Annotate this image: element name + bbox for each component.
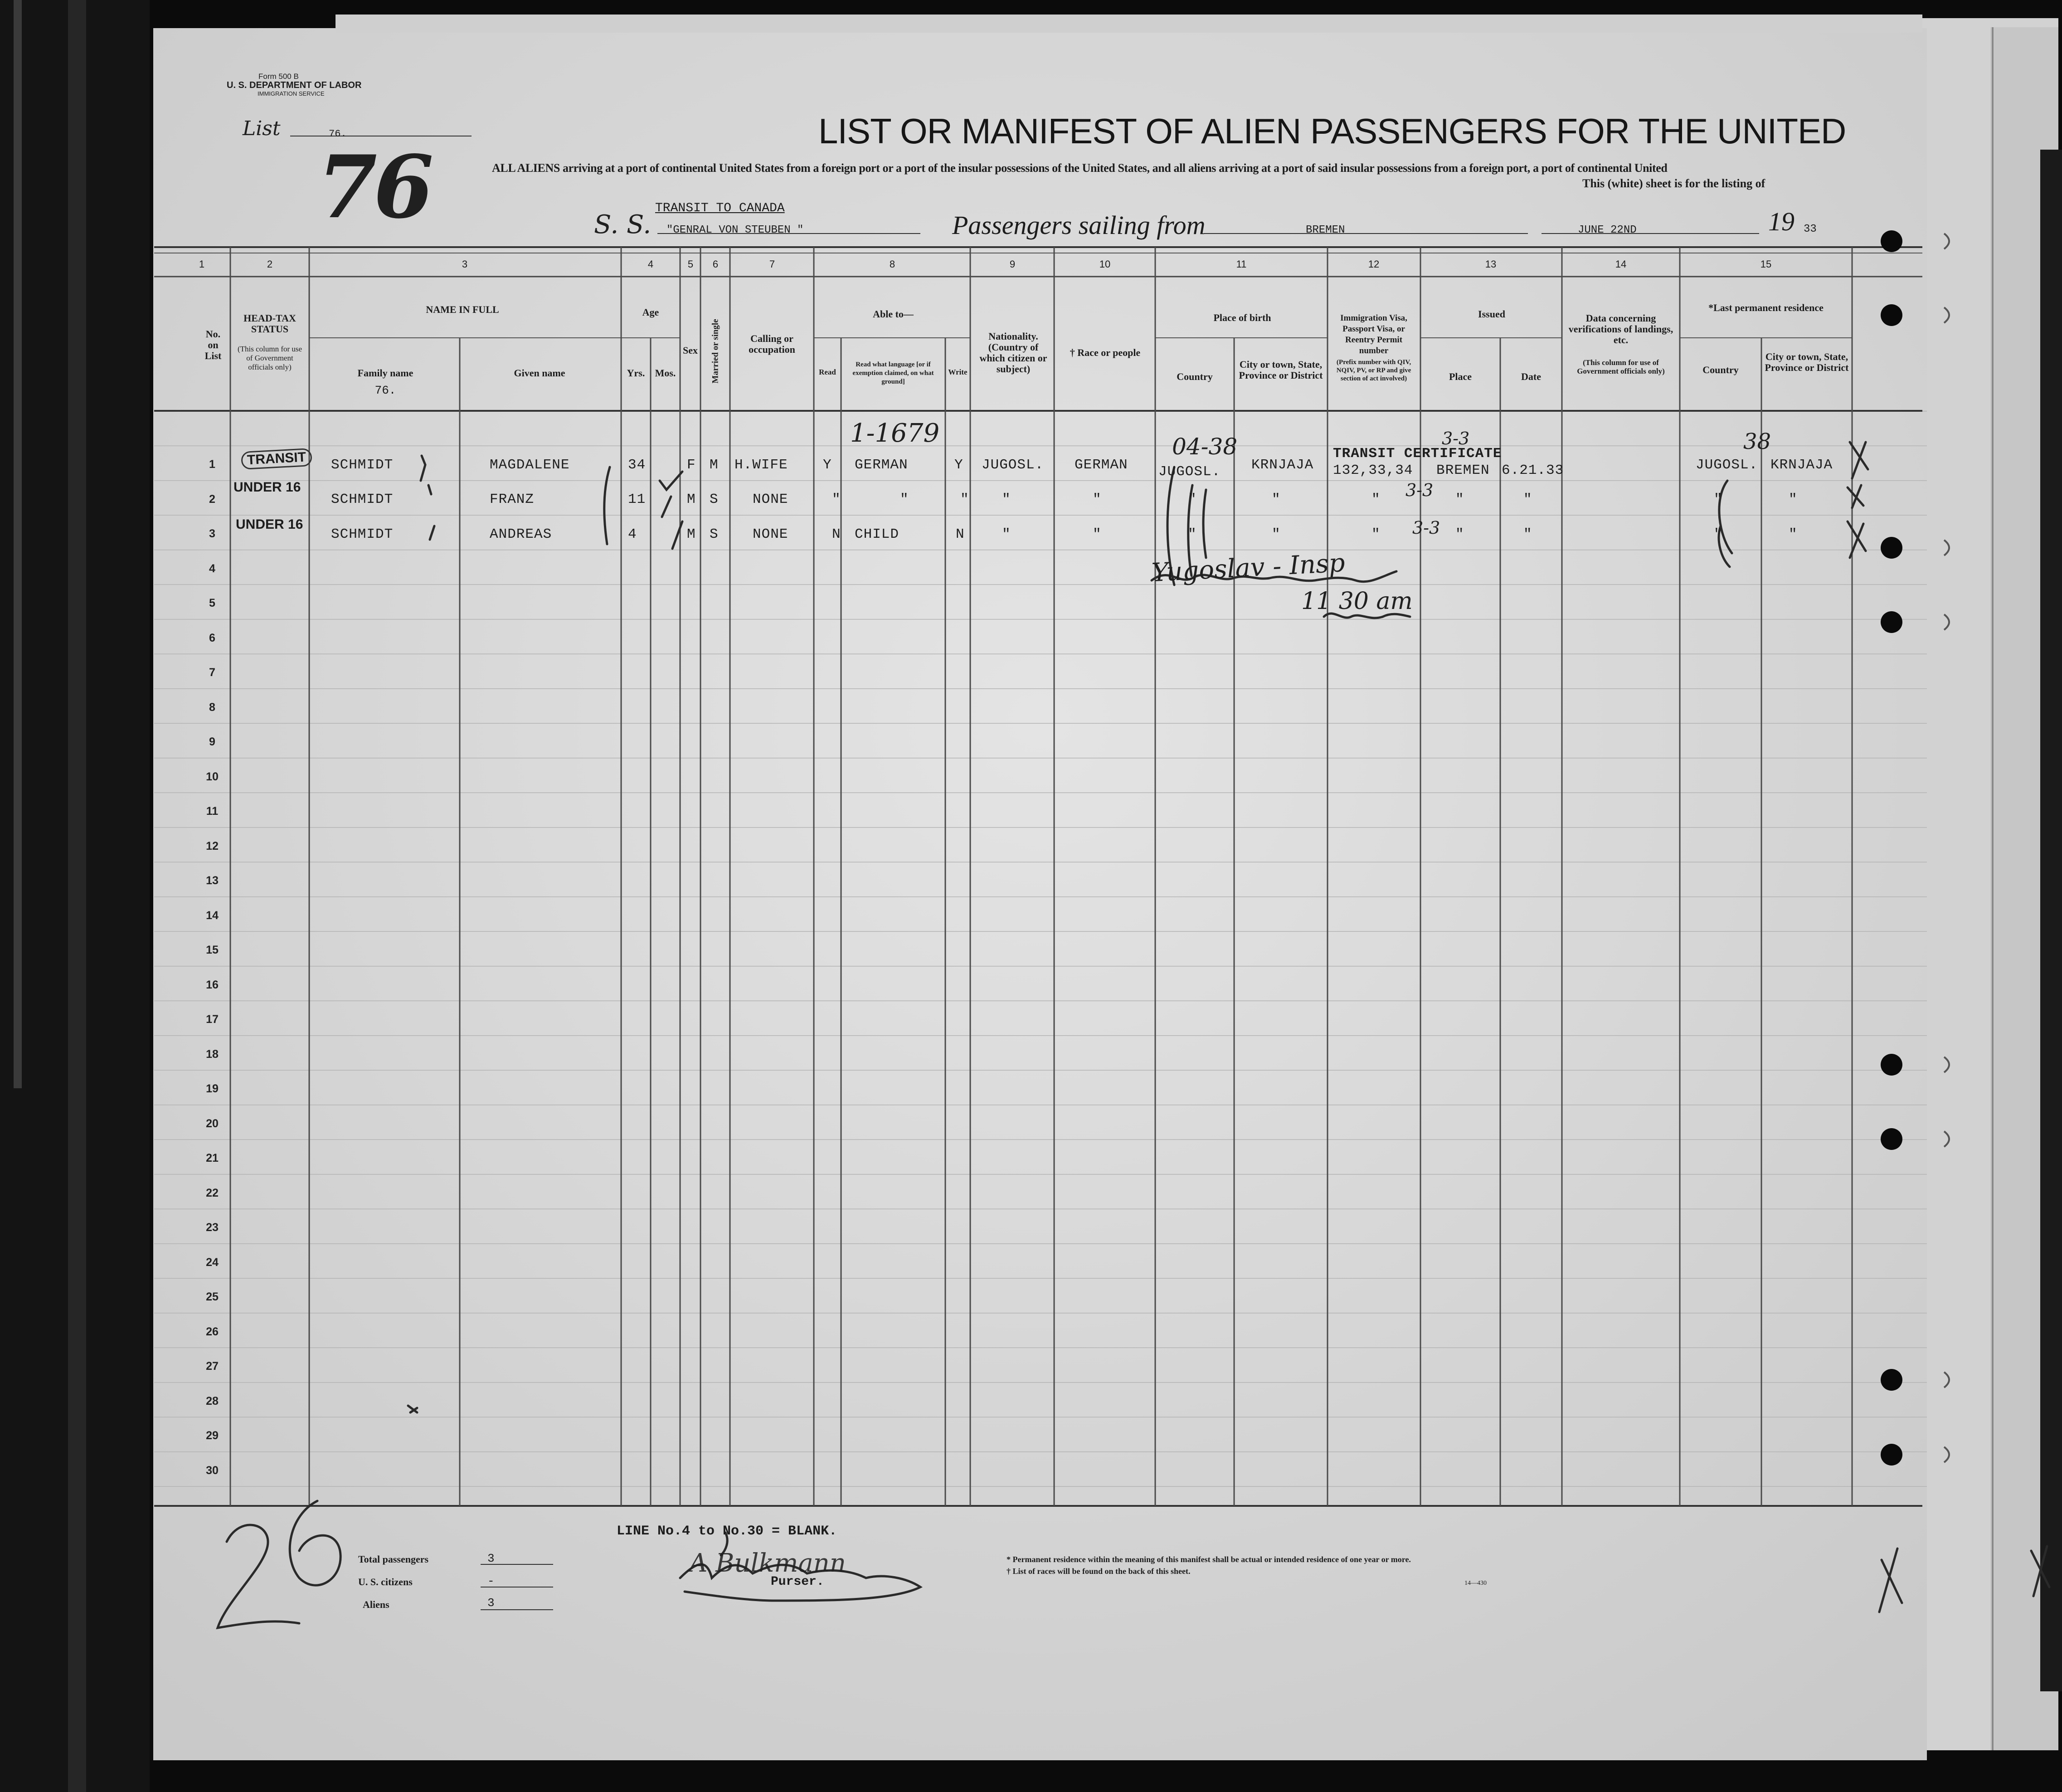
residence-city: KRNJAJA — [1770, 457, 1833, 473]
header-family-name-typed: 76. — [374, 384, 396, 397]
row-number: 13 — [206, 874, 219, 887]
head-tax-stamp: TRANSIT — [241, 448, 312, 470]
sailing-label: Passengers sailing from — [952, 210, 1206, 240]
col-num-8: 8 — [889, 258, 895, 270]
inspector-note: Yugoslav - Insp — [1151, 548, 1346, 588]
residence-annotation: 38 — [1743, 429, 1771, 454]
header-married: Married or single — [710, 319, 720, 384]
residence-city: " — [1789, 492, 1798, 507]
header-birth-country: Country — [1177, 371, 1213, 382]
row-number: 7 — [209, 666, 215, 679]
us-citizens-label: U. S. citizens — [358, 1576, 413, 1587]
header-given-name: Given name — [514, 367, 565, 379]
ss-label: S. S. — [594, 210, 652, 239]
row-number: 23 — [206, 1221, 219, 1234]
race: " — [1093, 526, 1102, 542]
can-write: N — [956, 526, 965, 542]
read-language: " — [900, 492, 909, 507]
aliens-label: Aliens — [363, 1599, 389, 1610]
sex: F — [687, 457, 696, 473]
occupation: H.WIFE — [734, 457, 788, 473]
purser-signature: A Bulkmann — [689, 1549, 846, 1578]
nationality: JUGOSL. — [982, 457, 1044, 473]
row-number: 8 — [209, 701, 215, 714]
col-num-2: 2 — [267, 258, 273, 270]
header-last-residence: *Last permanent residence — [1708, 302, 1824, 313]
page-subtitle: ALL ALIENS arriving at a port of continental United States from a foreign port or a port of the insular possessions of the United States, and all aliens arriving at a port of said insular possessions from a foreign port, a port of continental United — [492, 161, 1668, 175]
row-number: 10 — [206, 770, 219, 783]
inspection-time-note: 11 30 am — [1301, 588, 1413, 615]
head-tax-stamp: UNDER 16 — [236, 517, 303, 532]
issue-place: " — [1455, 492, 1464, 507]
row-number: 16 — [206, 978, 219, 991]
can-read: N — [832, 526, 841, 542]
row-number: 5 — [209, 597, 215, 609]
read-language: CHILD — [855, 526, 900, 542]
header-sex: Sex — [683, 345, 698, 356]
aliens-value: 3 — [487, 1596, 495, 1610]
age-years: 34 — [628, 457, 646, 473]
year-suffix: 33 — [1804, 223, 1817, 235]
header-place-of-birth: Place of birth — [1213, 312, 1271, 323]
us-citizens-value: - — [487, 1574, 495, 1588]
birth-city: " — [1272, 526, 1281, 542]
header-no-on-list: No. on List — [204, 328, 222, 361]
col-num-6: 6 — [712, 258, 719, 270]
header-verification-note: (This column for use of Government officials only) — [1577, 358, 1665, 375]
header-birth-city: City or town, State, Province or District — [1239, 359, 1323, 381]
race: GERMAN — [1075, 457, 1128, 473]
header-verification: Data concerning verifications of landings, etc. — [1568, 312, 1673, 346]
birth-annotation: 04-38 — [1172, 433, 1238, 460]
total-passengers-value: 3 — [487, 1552, 495, 1565]
family-name: SCHMIDT — [331, 526, 394, 542]
visa-type: TRANSIT CERTIFICATE — [1333, 446, 1502, 462]
row-number: 27 — [206, 1360, 219, 1373]
given-name: FRANZ — [490, 492, 535, 507]
age-years: 11 — [628, 492, 646, 507]
col-num-10: 10 — [1099, 258, 1111, 270]
header-visa: Immigration Visa, Passport Visa, or Reentry Permit number — [1340, 313, 1407, 355]
form-number: Form 500 B — [258, 72, 299, 81]
header-nationality: Nationality. (Country of which citizen or subject) — [979, 331, 1047, 375]
head-tax-stamp: UNDER 16 — [233, 480, 301, 495]
race: " — [1093, 492, 1102, 507]
birth-country: " — [1188, 492, 1197, 507]
row-number: 3 — [209, 527, 215, 540]
header-res-country: Country — [1702, 364, 1739, 375]
row-number: 12 — [206, 839, 219, 852]
can-write: " — [960, 492, 969, 507]
residence-country: " — [1714, 492, 1723, 507]
visa-numbers: 132,33,34 — [1333, 463, 1413, 478]
year-prefix: 19 — [1768, 207, 1795, 236]
marital-status: M — [710, 457, 719, 473]
header-race: † Race or people — [1070, 347, 1141, 358]
header-issue-place: Place — [1449, 371, 1472, 382]
residence-country: JUGOSL. — [1696, 457, 1758, 473]
marital-status: S — [710, 492, 719, 507]
list-number-handwritten: 76 — [317, 136, 430, 238]
header-mos: Mos. — [655, 367, 676, 379]
row-number: 24 — [206, 1256, 219, 1269]
col-num-11: 11 — [1236, 258, 1247, 270]
visa-number: " — [1371, 492, 1381, 507]
header-read: Read — [819, 368, 836, 376]
family-name: SCHMIDT — [331, 492, 394, 507]
marital-status: S — [710, 526, 719, 542]
row-number: 11 — [206, 805, 219, 818]
header-able-to: Able to— — [873, 308, 914, 320]
birth-country: " — [1188, 526, 1197, 542]
col-num-5: 5 — [687, 258, 694, 270]
row-number: 29 — [206, 1429, 219, 1442]
family-name: SCHMIDT — [331, 457, 394, 473]
total-passengers-label: Total passengers — [358, 1553, 429, 1565]
page-title: LIST OR MANIFEST OF ALIEN PASSENGERS FOR THE UNITED — [818, 111, 1846, 151]
birth-city: KRNJAJA — [1251, 457, 1314, 473]
row2-annotation: 3-3 — [1405, 480, 1434, 500]
nationality: " — [1002, 526, 1011, 542]
header-yrs: Yrs. — [627, 367, 645, 379]
ship-name: "GENRAL VON STEUBEN " — [666, 224, 804, 236]
transit-note: TRANSIT TO CANADA — [655, 201, 785, 215]
form-code: 14—430 — [1464, 1580, 1487, 1587]
col-num-13: 13 — [1485, 258, 1497, 270]
header-family-name: Family name — [357, 367, 413, 379]
row-number: 15 — [206, 944, 219, 956]
department-name: U. S. DEPARTMENT OF LABOR — [227, 80, 362, 90]
issue-date: 6.21.33 — [1502, 463, 1564, 478]
col-num-4: 4 — [647, 258, 654, 270]
occupation: NONE — [753, 526, 788, 542]
can-write: Y — [954, 457, 963, 473]
row-number: 6 — [209, 631, 215, 644]
given-name: MAGDALENE — [490, 457, 570, 473]
issue-date: " — [1523, 526, 1532, 542]
read-language: GERMAN — [855, 457, 908, 473]
row-number: 22 — [206, 1186, 219, 1199]
row-number: 14 — [206, 909, 219, 922]
language-code-annotation: 1-1679 — [850, 419, 940, 448]
given-name: ANDREAS — [490, 526, 552, 542]
row-number: 18 — [206, 1047, 219, 1061]
row-number: 21 — [206, 1152, 219, 1164]
occupation: NONE — [753, 492, 788, 507]
age-years: 4 — [628, 526, 637, 542]
col-num-1: 1 — [199, 258, 205, 270]
header-write: Write — [948, 368, 968, 376]
footnote-races: † List of races will be found on the back of this sheet. — [1007, 1567, 1191, 1576]
can-read: " — [832, 492, 841, 507]
service-name: IMMIGRATION SERVICE — [258, 90, 325, 97]
header-head-tax: HEAD-TAX STATUS — [243, 312, 296, 335]
header-issue-date: Date — [1521, 371, 1541, 382]
header-res-city: City or town, State, Province or District — [1765, 351, 1849, 373]
col-num-14: 14 — [1615, 258, 1627, 270]
header-age: Age — [642, 307, 659, 318]
row-number: 20 — [206, 1117, 219, 1130]
sex: M — [687, 526, 696, 542]
row-number: 17 — [206, 1013, 219, 1026]
issue-place: " — [1455, 526, 1464, 542]
visa-annotation: 3-3 — [1442, 429, 1470, 448]
header-calling: Calling or occupation — [749, 333, 795, 355]
row-number: 28 — [206, 1394, 219, 1407]
list-label: List — [243, 117, 281, 140]
can-read: Y — [823, 457, 832, 473]
list-number-typed: 76. — [329, 128, 347, 140]
row-number: 1 — [209, 458, 215, 471]
blank-lines-note: LINE No.4 to No.30 = BLANK. — [617, 1524, 837, 1539]
col-num-9: 9 — [1009, 258, 1016, 270]
footnote-residence: * Permanent residence within the meaning of this manifest shall be actual or intended residence of one year or more. — [1007, 1555, 1411, 1564]
birth-country: JUGOSL. — [1158, 464, 1221, 480]
row3-annotation: 3-3 — [1412, 518, 1440, 538]
issue-place: BREMEN — [1436, 463, 1490, 478]
row-number: 9 — [209, 735, 215, 748]
residence-country: " — [1714, 526, 1723, 542]
header-name-in-full: NAME IN FULL — [426, 304, 499, 315]
row-number: 30 — [206, 1464, 219, 1477]
row-number: 26 — [206, 1325, 219, 1338]
header-read-language: Read what language [or if exemption claimed, on what ground] — [852, 361, 934, 385]
purser-label: Purser. — [771, 1575, 824, 1589]
row-number: 2 — [209, 492, 215, 506]
col-num-7: 7 — [769, 258, 775, 270]
col-num-12: 12 — [1368, 258, 1380, 270]
issue-date: " — [1523, 492, 1532, 507]
visa-number: " — [1371, 526, 1381, 542]
header-head-tax-note: (This column for use of Government officials only) — [237, 345, 302, 371]
departure-port: BREMEN — [1306, 224, 1345, 236]
sex: M — [687, 492, 696, 507]
row-number: 4 — [209, 562, 215, 575]
row-number: 25 — [206, 1290, 219, 1303]
departure-date: JUNE 22ND — [1578, 224, 1637, 236]
header-issued: Issued — [1478, 308, 1505, 320]
header-visa-note: (Prefix number with QIV, NQIV, PV, or RP and give section of act involved) — [1336, 359, 1411, 382]
col-num-15: 15 — [1760, 258, 1772, 270]
nationality: " — [1002, 492, 1011, 507]
residence-city: " — [1789, 526, 1798, 542]
row-number: 19 — [206, 1082, 219, 1095]
birth-city: " — [1272, 492, 1281, 507]
page-subtitle-2: This (white) sheet is for the listing of — [1582, 177, 1765, 190]
col-num-3: 3 — [462, 258, 468, 270]
